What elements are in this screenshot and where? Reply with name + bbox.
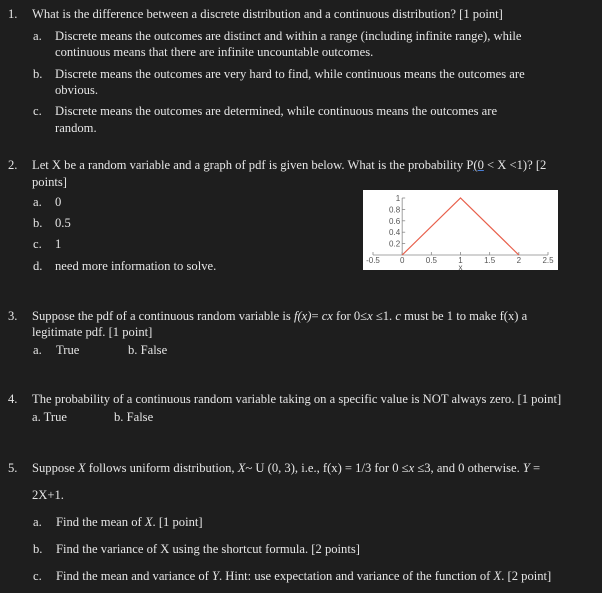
q1-option-a-line1: Discrete means the outcomes are distinct and within a range (including infinite range), while [55, 29, 522, 43]
q3-t9: must be 1 to make f(x) a [400, 309, 528, 323]
q3-option-b: b. False [128, 343, 168, 357]
chart-x-tick-label: 2 [516, 256, 522, 265]
chart-x-tick-label: 1.5 [484, 256, 496, 265]
q5-number: 5. [8, 461, 18, 475]
q1-option-b-line1: Discrete means the outcomes are very hard to find, while continuous means the outcomes are [55, 67, 525, 81]
chart-x-tick-label: 2.5 [542, 256, 554, 265]
q5-text-line2: 2X+1. [32, 488, 64, 502]
chart-x-tick-label: -0.5 [366, 256, 380, 265]
q5-c3: . Hint: use expectation and variance of the function of [218, 569, 494, 583]
chart-ticks [366, 194, 554, 265]
q3-option-a-text: True [56, 343, 80, 357]
q3-text [32, 309, 527, 324]
q2-text-zero: 0 [477, 158, 484, 172]
q2-text-a: Let X be a random variable and a graph of pdf is given below. What is the probability P [32, 158, 474, 172]
q1-option-c-line2: random. [55, 121, 97, 135]
q5-t8: Y [522, 461, 530, 475]
q3-number: 3. [8, 309, 18, 323]
q1-text: What is the difference between a discrete distribution and a continuous distribution? [1 point] [32, 7, 503, 21]
q3-text-line2: legitimate pdf. [1 point] [32, 325, 153, 339]
q2-text-d: < X <1)? [2 [483, 158, 547, 172]
q2-option-b-letter: b. [33, 216, 43, 230]
chart-y-tick-label: 0.4 [389, 228, 401, 238]
q2-text-paren: ( [473, 158, 478, 172]
q5-option-b-text: Find the variance of X using the shortcut formula. [2 points] [56, 542, 360, 556]
chart-y-tick-label: 0.8 [389, 205, 401, 215]
chart-x-label: x [458, 263, 463, 270]
q2-option-d-letter: d. [33, 259, 43, 273]
chart-x-tick-label: 1 [458, 256, 463, 265]
q2-number: 2. [8, 158, 18, 172]
q5-t2: X [77, 461, 86, 475]
q5-option-a-letter: a. [33, 515, 42, 529]
q5-option-a-text [56, 515, 203, 530]
q2-option-b-text: 0.5 [55, 216, 71, 230]
q5-c5: . [2 point] [501, 569, 552, 583]
q2-text [32, 158, 546, 173]
q5-a1: Find the mean of [56, 515, 145, 529]
q3-t2: f(x) [293, 309, 312, 323]
q5-c2: Y [211, 569, 219, 583]
q1-option-c-letter: c. [33, 104, 42, 118]
q5-option-c-text [56, 569, 551, 584]
chart-series-line [402, 198, 519, 255]
q2-option-a-letter: a. [33, 195, 42, 209]
q3-t5: for 0≤ [332, 309, 368, 323]
q4-text: The probability of a continuous random variable taking on a specific value is NOT always zero. [1 point] [32, 392, 562, 406]
pdf-chart [363, 190, 558, 270]
q3-t1: Suppose the pdf of a continuous random variable is [32, 309, 294, 323]
chart-x-tick-label: 0.5 [425, 256, 437, 265]
q1-option-a-line2: continuous means that there are infinite uncountable outcomes. [55, 45, 374, 59]
chart-y-tick-label: 0.2 [389, 239, 401, 249]
q5-t5: ~ U (0, 3), i.e., f(x) = 1/3 for 0 ≤ [245, 461, 409, 475]
q3-t8: c [395, 309, 401, 323]
q5-t1: Suppose [32, 461, 78, 475]
q5-t4: X [237, 461, 246, 475]
q3-option-a-letter: a. [33, 343, 42, 357]
q1-option-a-letter: a. [33, 29, 42, 43]
q4-option-b: b. False [114, 410, 154, 424]
q3-t7: ≤1. [372, 309, 396, 323]
chart-y-tick-label: 1 [395, 194, 401, 203]
q2-option-a-text: 0 [55, 195, 62, 209]
q5-a2: X [144, 515, 153, 529]
q3-t4: cx [321, 309, 333, 323]
q5-a3: . [1 point] [152, 515, 203, 529]
q1-number: 1. [8, 7, 18, 21]
q4-option-a: a. True [32, 410, 67, 424]
chart-y-tick-label: 0.6 [389, 216, 401, 226]
q1-option-b-letter: b. [33, 67, 43, 81]
q5-option-b-letter: b. [33, 542, 43, 556]
chart-x-tick-label: 0 [399, 256, 405, 265]
q5-t6: x [408, 461, 415, 475]
q5-c1: Find the mean and variance of [56, 569, 212, 583]
q5-t3: follows uniform distribution, [85, 461, 238, 475]
q3-t6: x [367, 309, 373, 323]
q2-option-c-text: 1 [55, 237, 62, 251]
q4-number: 4. [8, 392, 18, 406]
q1-option-b-line2: obvious. [55, 83, 99, 97]
q2-text-line2: points] [32, 175, 67, 189]
q5-text [32, 461, 540, 476]
q2-option-c-letter: c. [33, 237, 42, 251]
q5-t9: = [529, 461, 541, 475]
q2-option-d-text: need more information to solve. [55, 259, 217, 273]
q5-c4: X [493, 569, 502, 583]
q5-option-c-letter: c. [33, 569, 42, 583]
q3-t3: = [311, 309, 322, 323]
q5-t7: ≤3, and 0 otherwise. [414, 461, 523, 475]
q1-option-c-line1: Discrete means the outcomes are determined, while continuous means the outcomes are [55, 104, 498, 118]
